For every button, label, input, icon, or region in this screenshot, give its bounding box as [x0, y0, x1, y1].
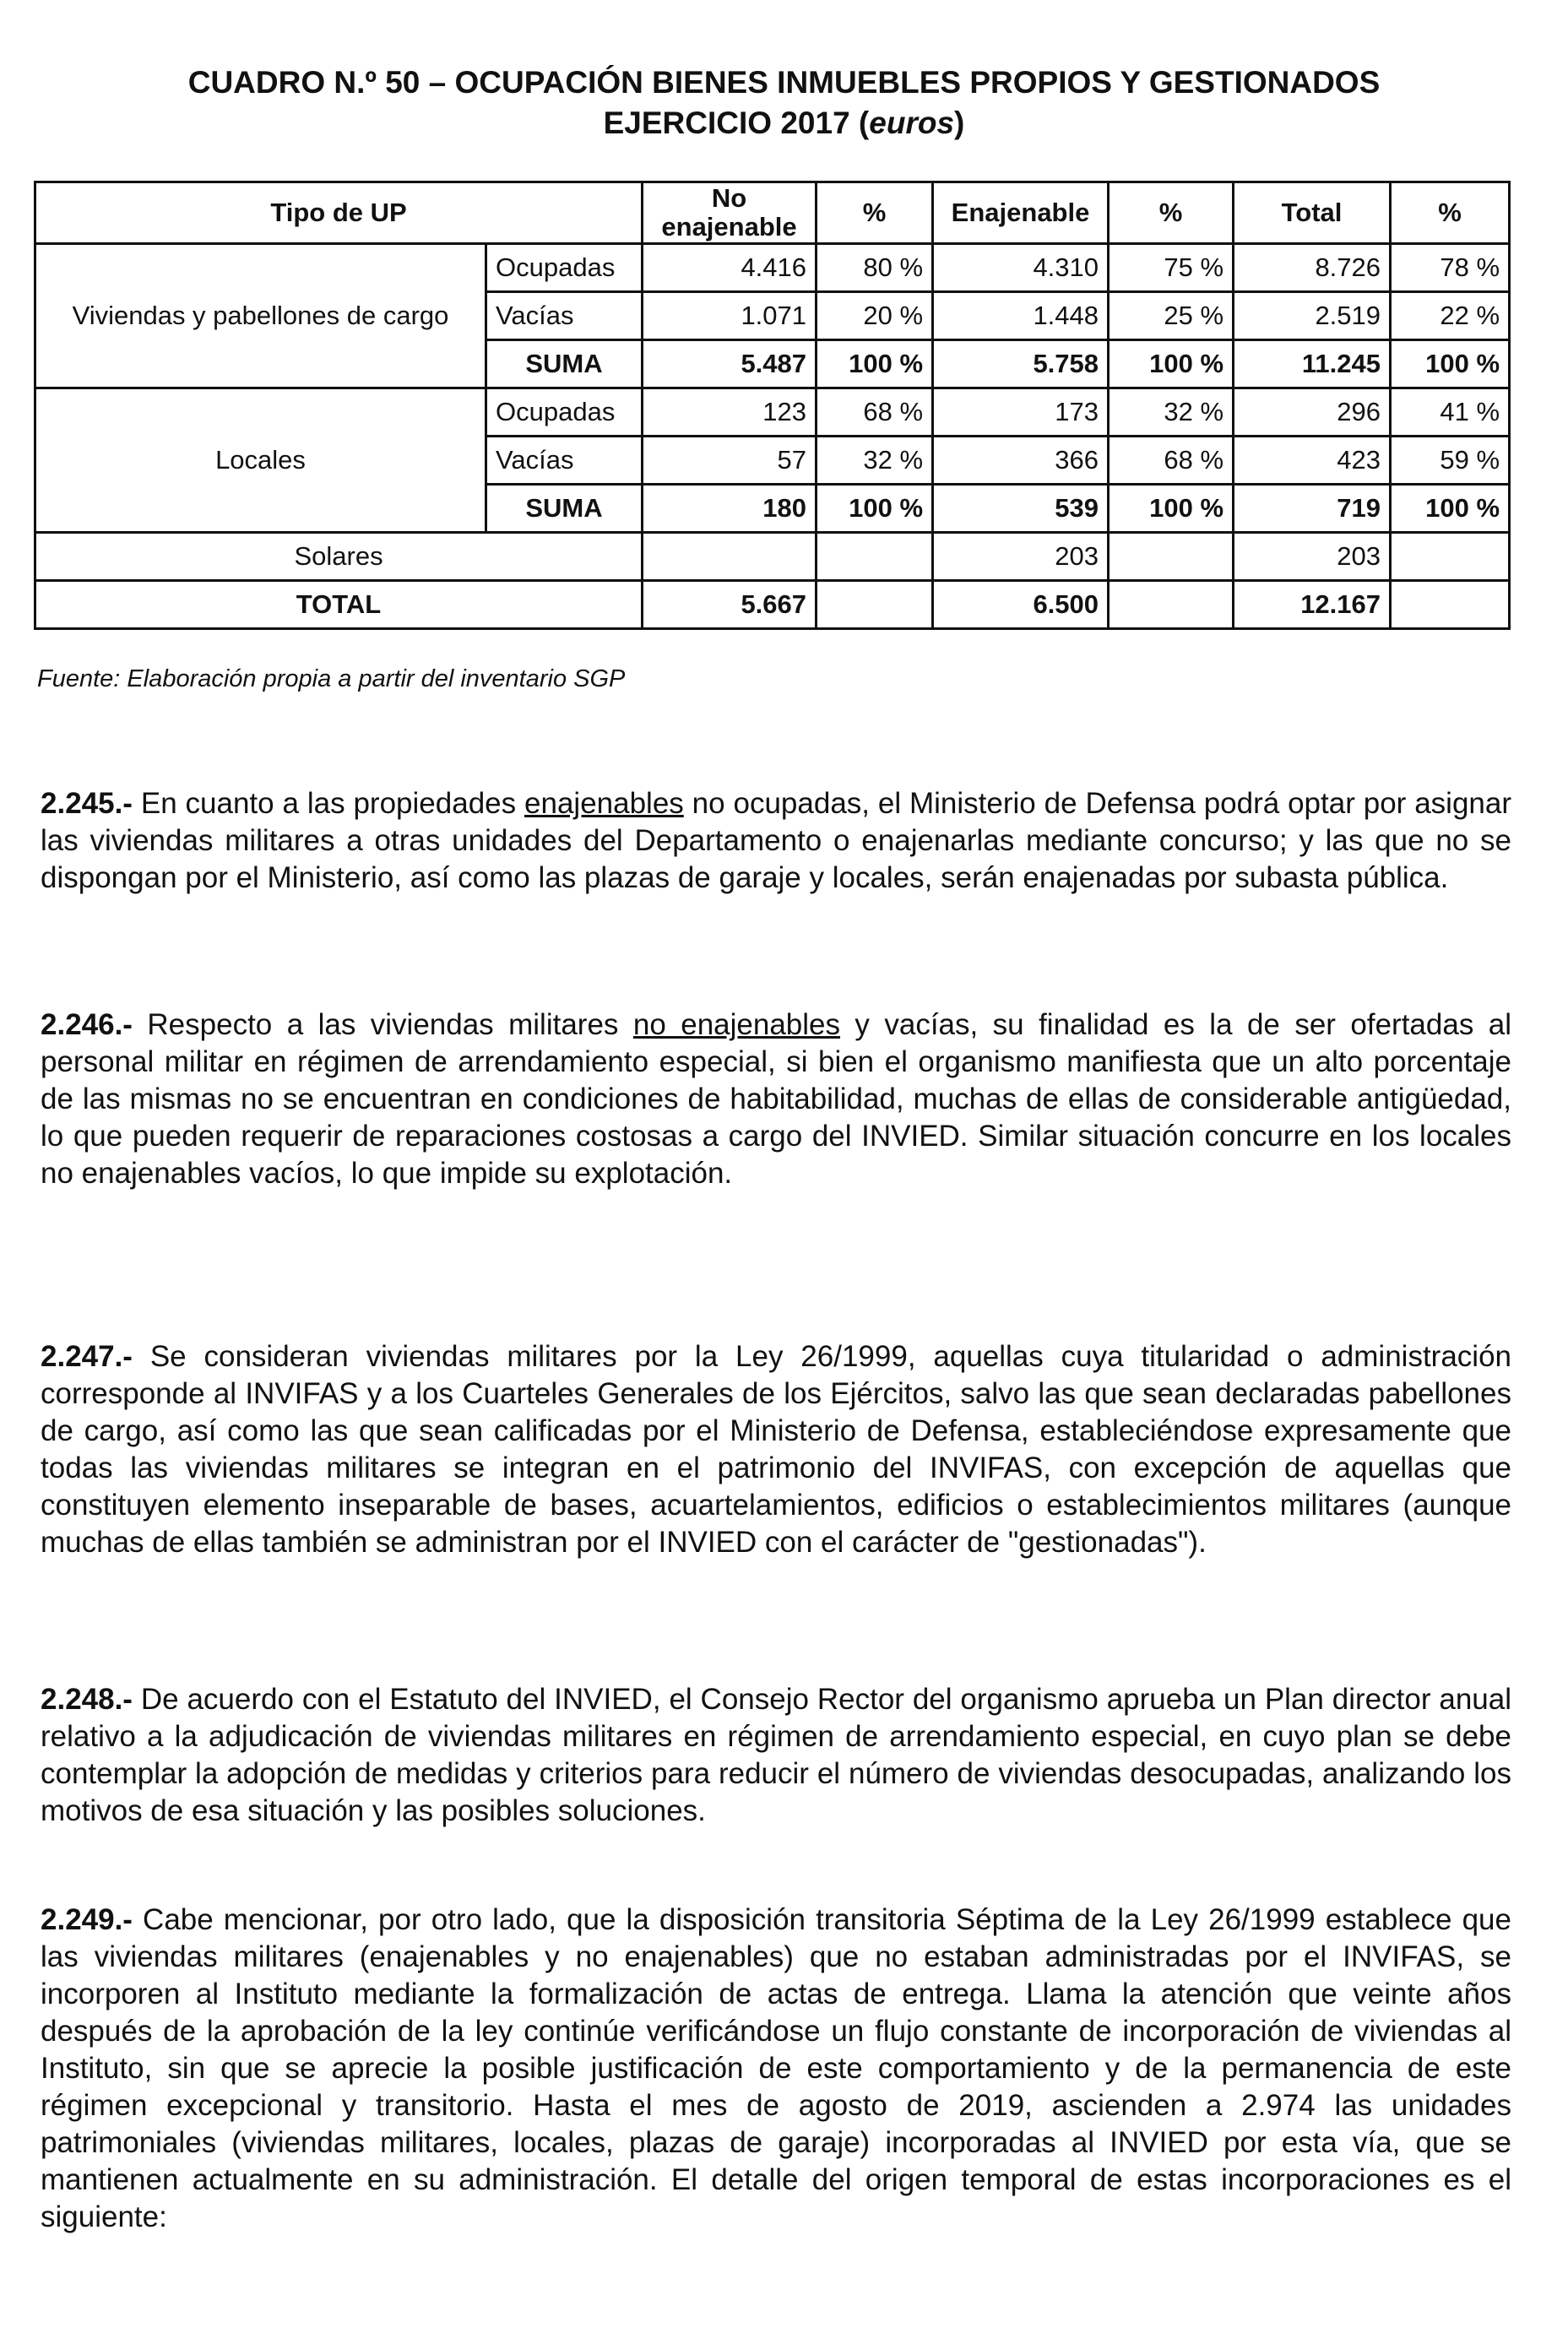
- cell-sub: Vacías: [486, 292, 643, 340]
- cell-empty: [643, 533, 817, 581]
- group-label-locales: Locales: [35, 388, 486, 533]
- cell-pct: 22 %: [1391, 292, 1510, 340]
- paragraph-2-245: 2.245.- En cuanto a las propiedades enajenables no ocupadas, el Ministerio de Defensa podrá optar por asignar las viviendas militares a otras unidades del Departamento o enajenarlas mediante concurso; y las que no se dispongan por el Ministerio, así como las plazas de garaje y locales, serán enajenadas por subasta pública.: [41, 787, 1511, 894]
- cell-total: 2.519: [1234, 292, 1391, 340]
- source-note: Fuente: Elaboración propia a partir del inventario SGP: [37, 665, 626, 692]
- cell-enajenable: 203: [933, 533, 1109, 581]
- table-title: [0, 62, 1568, 144]
- cell-pct: 41 %: [1391, 388, 1510, 437]
- header-tipo: Tipo de UP: [35, 182, 643, 244]
- cell-enajenable: 173: [933, 388, 1109, 437]
- cell-total: 423: [1234, 437, 1391, 485]
- cell-enajenable: 366: [933, 437, 1109, 485]
- cell-enajenable: 6.500: [933, 581, 1109, 629]
- cell-total: 12.167: [1234, 581, 1391, 629]
- cell-empty: [1109, 533, 1234, 581]
- table-row: [35, 244, 1510, 292]
- cell-enajenable: 539: [933, 485, 1109, 533]
- cell-sub: SUMA: [486, 485, 643, 533]
- header-pct-1: %: [817, 182, 933, 244]
- title-line-2: EJERCICIO 2017 (euros): [603, 106, 965, 140]
- cell-enajenable: 4.310: [933, 244, 1109, 292]
- cell-no-enajenable: 4.416: [643, 244, 817, 292]
- cell-sub: Ocupadas: [486, 388, 643, 437]
- table-row-total: [35, 581, 1510, 629]
- cell-enajenable: 1.448: [933, 292, 1109, 340]
- cell-no-enajenable: 123: [643, 388, 817, 437]
- cell-pct: 78 %: [1391, 244, 1510, 292]
- cell-no-enajenable: 5.667: [643, 581, 817, 629]
- cell-pct: 100 %: [1391, 340, 1510, 388]
- header-pct-3: %: [1391, 182, 1510, 244]
- cell-sub: Ocupadas: [486, 244, 643, 292]
- cell-no-enajenable: 180: [643, 485, 817, 533]
- paragraph-2-246: 2.246.- Respecto a las viviendas militares no enajenables y vacías, su finalidad es la de ser ofertadas al personal militar en régimen de arrendamiento especial, si bien el organismo manifiesta que un alto porcentaje de las mismas no se encuentran en condiciones de habitabilidad, muchas de ellas de considerable antigüedad, lo que pueden requerir de reparaciones costosas a cargo del INVIED. Similar situación concurre en los locales no enajenables vacíos, lo que impide su explotación.: [41, 1008, 1511, 1190]
- cell-empty: [1391, 581, 1510, 629]
- cell-pct: 100 %: [817, 340, 933, 388]
- table-row-solares: [35, 533, 1510, 581]
- cell-empty: [817, 581, 933, 629]
- cell-pct: 25 %: [1109, 292, 1234, 340]
- cell-pct: 68 %: [1109, 437, 1234, 485]
- cell-total: 296: [1234, 388, 1391, 437]
- cell-total: 719: [1234, 485, 1391, 533]
- cell-pct: 100 %: [1391, 485, 1510, 533]
- header-enajenable: Enajenable: [933, 182, 1109, 244]
- cell-pct: 32 %: [1109, 388, 1234, 437]
- table-header-row: [35, 182, 1510, 244]
- cell-pct: 75 %: [1109, 244, 1234, 292]
- cell-enajenable: 5.758: [933, 340, 1109, 388]
- cell-label: TOTAL: [35, 581, 643, 629]
- cell-pct: 100 %: [1109, 340, 1234, 388]
- cell-pct: 68 %: [817, 388, 933, 437]
- cell-pct: 100 %: [1109, 485, 1234, 533]
- table-row: [35, 388, 1510, 437]
- cell-label: Solares: [35, 533, 643, 581]
- cell-pct: 59 %: [1391, 437, 1510, 485]
- occupancy-table: [34, 181, 1511, 630]
- cell-pct: 20 %: [817, 292, 933, 340]
- paragraph-2-248: 2.248.- De acuerdo con el Estatuto del INVIED, el Consejo Rector del organismo aprueba un Plan director anual relativo a la adjudicación de viviendas militares en régimen de arrendamiento especial, en cuyo plan se debe contemplar la adopción de medidas y criterios para reducir el número de viviendas desocupadas, analizando los motivos de esa situación y las posibles soluciones.: [41, 1683, 1511, 1827]
- header-total: Total: [1234, 182, 1391, 244]
- title-line-1: CUADRO N.º 50 – OCUPACIÓN BIENES INMUEBLES PROPIOS Y GESTIONADOS: [187, 65, 1381, 100]
- cell-pct: 32 %: [817, 437, 933, 485]
- cell-total: 203: [1234, 533, 1391, 581]
- cell-empty: [1391, 533, 1510, 581]
- cell-empty: [817, 533, 933, 581]
- cell-no-enajenable: 57: [643, 437, 817, 485]
- paragraph-2-249: 2.249.- Cabe mencionar, por otro lado, que la disposición transitoria Séptima de la Ley 26/1999 establece que las viviendas militares (enajenables y no enajenables) que no estaban administradas por el INVIFAS, se incorporen al Instituto mediante la formalización de actas de entrega. Llama la atención que veinte años después de la aprobación de la ley continúe verificándose un flujo constante de incorporación de viviendas al Instituto, sin que se aprecie la posible justificación de este comportamiento y de la permanencia de este régimen excepcional y transitorio. Hasta el mes de agosto de 2019, ascienden a 2.974 las unidades patrimoniales (viviendas militares, locales, plazas de garaje) incorporadas al INVIED por esta vía, que se mantienen actualmente en su administración. El detalle del origen temporal de estas incorporaciones es el siguiente:: [41, 1903, 1511, 2233]
- cell-sub: Vacías: [486, 437, 643, 485]
- cell-total: 11.245: [1234, 340, 1391, 388]
- cell-total: 8.726: [1234, 244, 1391, 292]
- paragraph-2-247: 2.247.- Se consideran viviendas militares por la Ley 26/1999, aquellas cuya titularidad o administración corresponde al INVIFAS y a los Cuarteles Generales de los Ejércitos, salvo las que sean declaradas pabellones de cargo, así como las que sean calificadas por el Ministerio de Defensa, estableciéndose expresamente que todas las viviendas militares se integran en el patrimonio del INVIFAS, con excepción de aquellas que constituyen elemento inseparable de bases, acuartelamientos, edificios o establecimientos militares (aunque muchas de ellas también se administran por el INVIED con el carácter de "gestionadas").: [41, 1340, 1511, 1559]
- cell-empty: [1109, 581, 1234, 629]
- header-no-enajenable: No enajenable: [643, 182, 817, 244]
- cell-no-enajenable: 1.071: [643, 292, 817, 340]
- group-label-viviendas: Viviendas y pabellones de cargo: [35, 244, 486, 388]
- header-pct-2: %: [1109, 182, 1234, 244]
- cell-sub: SUMA: [486, 340, 643, 388]
- cell-pct: 100 %: [817, 485, 933, 533]
- cell-pct: 80 %: [817, 244, 933, 292]
- cell-no-enajenable: 5.487: [643, 340, 817, 388]
